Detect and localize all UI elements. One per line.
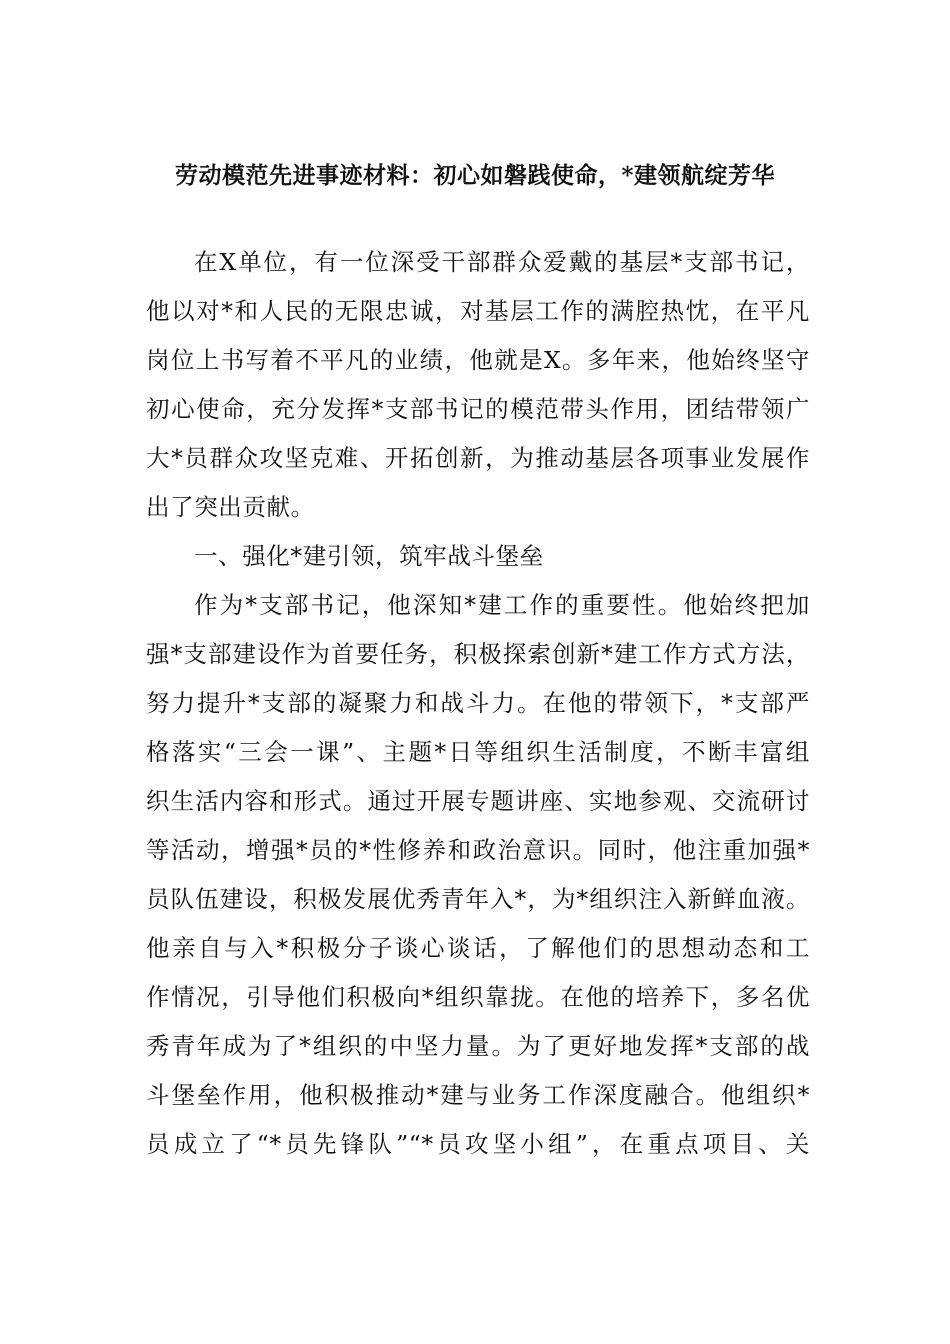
section-line: 员队伍建设，积极发展优秀青年入*，为*组织注入新鲜血液。 — [146, 885, 810, 913]
section-line: 他亲自与入*积极分子谈心谈话，了解他们的思想动态和工 — [146, 934, 810, 962]
section-line: 格落实“三会一课”、主题*日等组织生活制度，不断丰富组 — [146, 738, 810, 766]
document-title: 劳动模范先进事迹材料：初心如磐践使命，*建领航绽芳华 — [174, 162, 776, 189]
section-line: 等活动，增强*员的*性修养和政治意识。同时，他注重加强* — [146, 836, 810, 864]
section-line: 织生活内容和形式。通过开展专题讲座、实地参观、交流研讨 — [146, 787, 810, 815]
section-heading: 一、强化*建引领，筑牢战斗堡垒 — [194, 542, 544, 570]
intro-line: 他以对*和人民的无限忠诚，对基层工作的满腔热忱，在平凡 — [146, 297, 810, 325]
section-line: 努力提升*支部的凝聚力和战斗力。在他的带领下，*支部严 — [146, 689, 810, 717]
section-line: 员成立了“*员先锋队”“*员攻坚小组”，在重点项目、关 — [146, 1130, 810, 1158]
section-line: 作情况，引导他们积极向*组织靠拢。在他的培养下，多名优 — [146, 983, 810, 1011]
section-line: 强*支部建设作为首要任务，积极探索创新*建工作方式方法， — [146, 640, 810, 668]
section-line: 作为*支部书记，他深知*建工作的重要性。他始终把加 — [194, 591, 810, 619]
intro-line: 在X单位，有一位深受干部群众爱戴的基层*支部书记， — [194, 248, 810, 276]
document-body — [146, 242, 810, 1173]
intro-line: 出了突出贡献。 — [146, 493, 315, 521]
section-line: 秀青年成为了*组织的中坚力量。为了更好地发挥*支部的战 — [146, 1032, 810, 1060]
intro-line: 初心使命，充分发挥*支部书记的模范带头作用，团结带领广 — [146, 395, 810, 423]
intro-line: 大*员群众攻坚克难、开拓创新，为推动基层各项事业发展作 — [146, 444, 810, 472]
section-line: 斗堡垒作用，他积极推动*建与业务工作深度融合。他组织* — [146, 1081, 810, 1109]
intro-line: 岗位上书写着不平凡的业绩，他就是X。多年来，他始终坚守 — [146, 346, 810, 374]
